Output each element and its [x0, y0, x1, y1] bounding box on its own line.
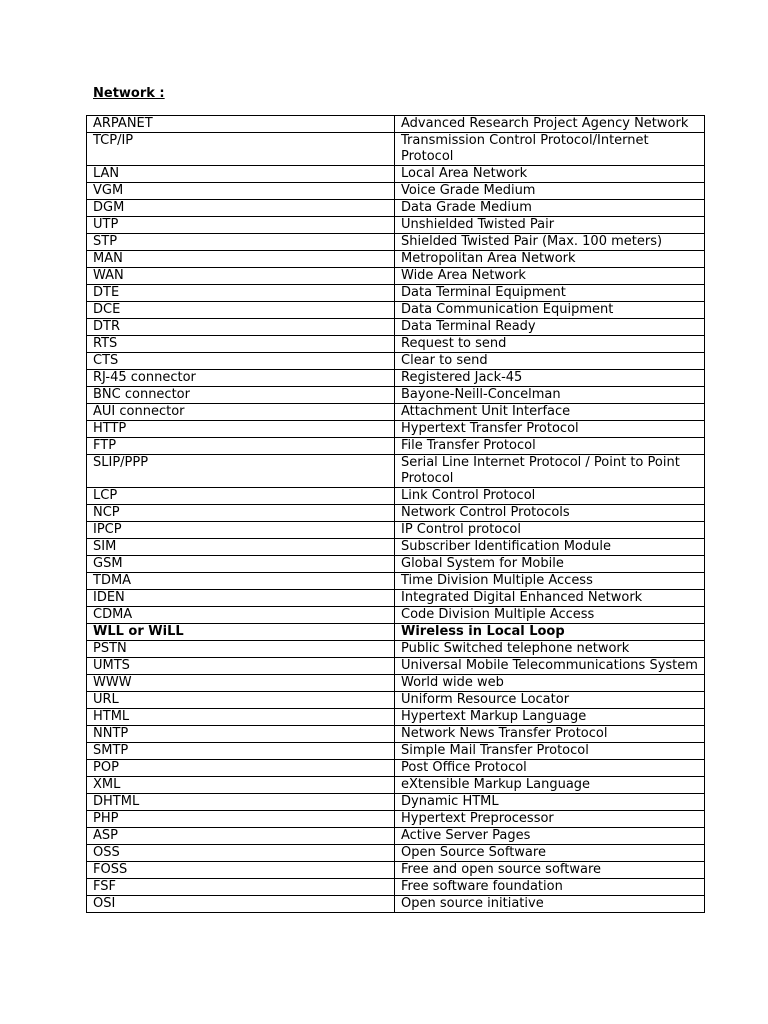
expansion-cell: Global System for Mobile — [395, 556, 705, 573]
abbreviation-cell: IPCP — [87, 522, 395, 539]
abbreviation-table — [86, 115, 705, 913]
abbreviation-cell: DHTML — [87, 794, 395, 811]
table-row — [87, 658, 705, 675]
expansion-cell: Integrated Digital Enhanced Network — [395, 590, 705, 607]
table-row — [87, 387, 705, 404]
table-row — [87, 675, 705, 692]
abbreviation-cell: PHP — [87, 811, 395, 828]
abbreviation-cell: SIM — [87, 539, 395, 556]
table-row — [87, 879, 705, 896]
abbreviation-cell: OSS — [87, 845, 395, 862]
table-row — [87, 522, 705, 539]
table-row — [87, 556, 705, 573]
table-row — [87, 590, 705, 607]
table-row — [87, 539, 705, 556]
abbreviation-cell: UMTS — [87, 658, 395, 675]
table-row — [87, 353, 705, 370]
abbreviation-cell: HTTP — [87, 421, 395, 438]
abbreviation-cell: BNC connector — [87, 387, 395, 404]
table-row — [87, 573, 705, 590]
abbreviation-cell: TDMA — [87, 573, 395, 590]
abbreviation-cell: ARPANET — [87, 116, 395, 133]
abbreviation-cell: FSF — [87, 879, 395, 896]
abbreviation-cell: UTP — [87, 217, 395, 234]
table-row — [87, 488, 705, 505]
expansion-cell: Attachment Unit Interface — [395, 404, 705, 421]
abbreviation-cell: XML — [87, 777, 395, 794]
abbreviation-cell: LAN — [87, 166, 395, 183]
abbreviation-cell: CTS — [87, 353, 395, 370]
table-row — [87, 455, 705, 488]
abbreviation-cell: TCP/IP — [87, 133, 395, 166]
table-row — [87, 319, 705, 336]
abbreviation-cell: VGM — [87, 183, 395, 200]
expansion-cell: Data Terminal Ready — [395, 319, 705, 336]
table-row — [87, 285, 705, 302]
table-row — [87, 302, 705, 319]
expansion-cell: Hypertext Markup Language — [395, 709, 705, 726]
abbreviation-cell: DCE — [87, 302, 395, 319]
abbreviation-cell: NCP — [87, 505, 395, 522]
expansion-cell: Dynamic HTML — [395, 794, 705, 811]
expansion-cell: Shielded Twisted Pair (Max. 100 meters) — [395, 234, 705, 251]
expansion-cell: Data Terminal Equipment — [395, 285, 705, 302]
table-row — [87, 624, 705, 641]
expansion-cell: Network News Transfer Protocol — [395, 726, 705, 743]
expansion-cell: Serial Line Internet Protocol / Point to Point Protocol — [395, 455, 705, 488]
expansion-cell: Transmission Control Protocol/Internet Protocol — [395, 133, 705, 166]
table-row — [87, 811, 705, 828]
expansion-cell: Hypertext Preprocessor — [395, 811, 705, 828]
expansion-cell: Local Area Network — [395, 166, 705, 183]
expansion-cell: Universal Mobile Telecommunications System — [395, 658, 705, 675]
abbreviation-cell: IDEN — [87, 590, 395, 607]
abbreviation-cell: ASP — [87, 828, 395, 845]
abbreviation-cell: STP — [87, 234, 395, 251]
expansion-cell: Open source initiative — [395, 896, 705, 913]
table-row — [87, 404, 705, 421]
abbreviation-cell: POP — [87, 760, 395, 777]
abbreviation-cell: FOSS — [87, 862, 395, 879]
table-row — [87, 743, 705, 760]
table-row — [87, 268, 705, 285]
abbreviation-cell: MAN — [87, 251, 395, 268]
table-row — [87, 251, 705, 268]
abbreviation-cell: AUI connector — [87, 404, 395, 421]
expansion-cell: Code Division Multiple Access — [395, 607, 705, 624]
expansion-cell: Network Control Protocols — [395, 505, 705, 522]
expansion-cell: Bayone-Neill-Concelman — [395, 387, 705, 404]
abbreviation-cell: RTS — [87, 336, 395, 353]
expansion-cell: Active Server Pages — [395, 828, 705, 845]
table-row — [87, 421, 705, 438]
table-row — [87, 896, 705, 913]
expansion-cell: Data Grade Medium — [395, 200, 705, 217]
expansion-cell: Wide Area Network — [395, 268, 705, 285]
abbreviation-cell: HTML — [87, 709, 395, 726]
expansion-cell: Free and open source software — [395, 862, 705, 879]
abbreviation-cell: GSM — [87, 556, 395, 573]
table-row — [87, 607, 705, 624]
abbreviation-cell: WLL or WiLL — [87, 624, 395, 641]
page-heading: Network : — [93, 86, 165, 101]
expansion-cell: Registered Jack-45 — [395, 370, 705, 387]
table-row — [87, 166, 705, 183]
table-row — [87, 200, 705, 217]
expansion-cell: Advanced Research Project Agency Network — [395, 116, 705, 133]
expansion-cell: Hypertext Transfer Protocol — [395, 421, 705, 438]
abbreviation-cell: URL — [87, 692, 395, 709]
table-row — [87, 133, 705, 166]
abbreviation-cell: FTP — [87, 438, 395, 455]
abbreviation-cell: DTE — [87, 285, 395, 302]
expansion-cell: eXtensible Markup Language — [395, 777, 705, 794]
abbreviation-cell: SLIP/PPP — [87, 455, 395, 488]
expansion-cell: Post Office Protocol — [395, 760, 705, 777]
table-row — [87, 505, 705, 522]
expansion-cell: Voice Grade Medium — [395, 183, 705, 200]
table-row — [87, 438, 705, 455]
abbreviation-cell: PSTN — [87, 641, 395, 658]
table-row — [87, 777, 705, 794]
table-row — [87, 709, 705, 726]
expansion-cell: Uniform Resource Locator — [395, 692, 705, 709]
expansion-cell: Subscriber Identification Module — [395, 539, 705, 556]
abbreviation-cell: LCP — [87, 488, 395, 505]
expansion-cell: Metropolitan Area Network — [395, 251, 705, 268]
table-row — [87, 234, 705, 251]
table-row — [87, 794, 705, 811]
abbreviation-cell: RJ-45 connector — [87, 370, 395, 387]
abbreviation-cell: WAN — [87, 268, 395, 285]
table-row — [87, 845, 705, 862]
expansion-cell: Open Source Software — [395, 845, 705, 862]
expansion-cell: Request to send — [395, 336, 705, 353]
table-row — [87, 217, 705, 234]
table-row — [87, 183, 705, 200]
expansion-cell: Time Division Multiple Access — [395, 573, 705, 590]
abbreviation-cell: WWW — [87, 675, 395, 692]
expansion-cell: Link Control Protocol — [395, 488, 705, 505]
table-row — [87, 828, 705, 845]
expansion-cell: Simple Mail Transfer Protocol — [395, 743, 705, 760]
expansion-cell: Wireless in Local Loop — [395, 624, 705, 641]
expansion-cell: Clear to send — [395, 353, 705, 370]
expansion-cell: Free software foundation — [395, 879, 705, 896]
table-row — [87, 336, 705, 353]
expansion-cell: Public Switched telephone network — [395, 641, 705, 658]
expansion-cell: World wide web — [395, 675, 705, 692]
abbreviation-cell: CDMA — [87, 607, 395, 624]
table-row — [87, 692, 705, 709]
table-row — [87, 370, 705, 387]
table-row — [87, 760, 705, 777]
abbreviation-cell: OSI — [87, 896, 395, 913]
table-row — [87, 116, 705, 133]
abbreviation-cell: DGM — [87, 200, 395, 217]
table-row — [87, 726, 705, 743]
table-row — [87, 862, 705, 879]
table-row — [87, 641, 705, 658]
expansion-cell: Data Communication Equipment — [395, 302, 705, 319]
expansion-cell: IP Control protocol — [395, 522, 705, 539]
abbreviation-cell: DTR — [87, 319, 395, 336]
abbreviation-cell: NNTP — [87, 726, 395, 743]
abbreviation-table-body — [87, 116, 705, 913]
expansion-cell: Unshielded Twisted Pair — [395, 217, 705, 234]
abbreviation-cell: SMTP — [87, 743, 395, 760]
expansion-cell: File Transfer Protocol — [395, 438, 705, 455]
